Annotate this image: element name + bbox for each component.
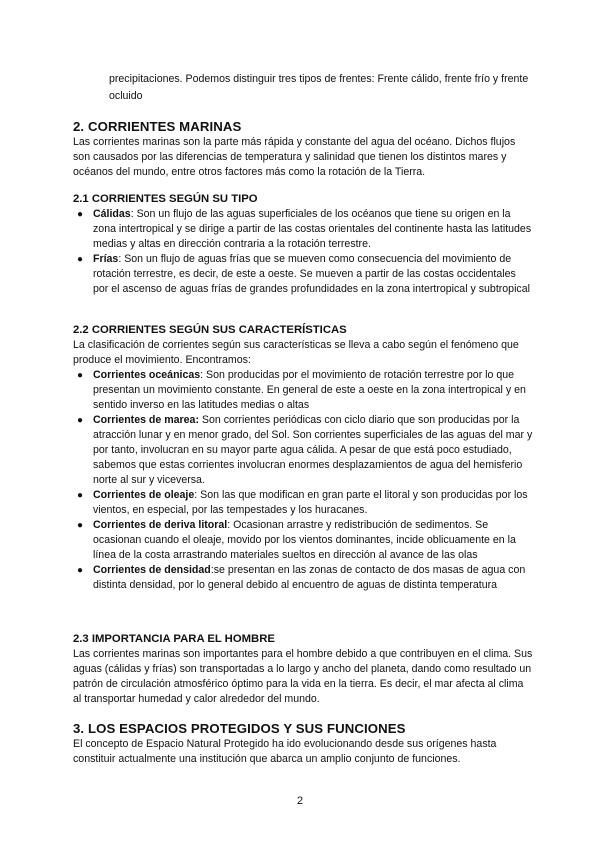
list-item-term: Cálidas — [93, 208, 131, 220]
subsection-2-3-heading: 2.3 IMPORTANCIA PARA EL HOMBRE — [73, 633, 275, 645]
subsection-2-1 — [73, 192, 533, 297]
list-item — [73, 518, 533, 563]
list-item-text: : Ocasionan arrastre y redistribución de sedimentos. Se ocasionan cuando el oleaje, movido por los vientos dominantes, incide oblicuamente en la línea de la costa arrastrando materiales sueltos en dirección al avance de las olas — [93, 519, 516, 561]
page-number: 2 — [296, 795, 304, 807]
bullet-icon: ● — [77, 490, 84, 501]
list-item-text: Son corrientes periódicas con ciclo diario que son producidas por la atracción lunar y en menor grado, del Sol. Son corrientes superficiales de las aguas del mar y por tanto, involucran en su mayor parte agua cálida. A pesar de que está poco estudiado, sabemos que estas corrientes involucran enormes desplazamientos de agua del hemisferio norte al sur y viceversa. — [93, 414, 533, 486]
list-item-term: Corrientes oceánicas — [93, 369, 201, 381]
list-item — [73, 252, 533, 297]
section-corrientes-marinas — [73, 118, 533, 180]
list-item-text: :se presentan en las zonas de contacto de dos masas de agua con distinta densidad, por lo general debido al encuentro de aguas de distinta temperatura — [93, 564, 526, 591]
list-item — [73, 413, 533, 488]
subsection-2-1-heading: 2.1 CORRIENTES SEGÚN SU TIPO — [73, 193, 258, 205]
list-item-term: Corrientes de oleaje — [93, 489, 195, 501]
list-item-term: Corrientes de densidad — [93, 564, 211, 576]
list-item-term: Corrientes de marea: — [93, 414, 199, 426]
section-3-heading: 3. LOS ESPACIOS PROTEGIDOS Y SUS FUNCIONES — [73, 721, 406, 736]
subsection-2-3-body: Las corrientes marinas son importantes para el hombre debido a que contribuyen en el clima. Sus aguas (cálidas y frías) son transportadas a lo largo y ancho del planeta, dando como resultado un patrón de circulación atmosférico óptimo para la vida en la tierra. Es decir, el mar afecta al clima al transportar humedad y calor alrededor del mundo. — [73, 648, 533, 705]
bullet-icon: ● — [77, 209, 84, 220]
list-item-text: : Son un flujo de aguas frías que se mueven como consecuencia del movimiento de rotación terrestre, es decir, de este a oeste. Se mueven a partir de las costas occidentales por el ascenso de aguas frías de grandes profundidades en la zona intertropical y subtropical — [93, 253, 530, 295]
section-2-heading: 2. CORRIENTES MARINAS — [73, 119, 242, 134]
list-item — [73, 368, 533, 413]
list-item — [73, 488, 533, 518]
section-2-body: Las corrientes marinas son la parte más rápida y constante del agua del océano. Dichos flujos son causados por las diferencias de temperatura y salinidad que tienen los distintos mares y océanos del mundo, entre otros factores más como la rotación de la Tierra. — [73, 136, 516, 178]
bullet-icon: ● — [77, 415, 84, 426]
caracteristicas-list — [73, 368, 533, 593]
section-3-body: El concepto de Espacio Natural Protegido ha ido evolucionando desde sus orígenes hasta constituir actualmente una institución que abarca un amplio conjunto de funciones. — [73, 738, 497, 765]
intro-continuation: precipitaciones. Podemos distinguir tres tipos de frentes: Frente cálido, frente frío y frente ocluido — [109, 73, 529, 102]
section-espacios-protegidos — [73, 720, 533, 767]
bullet-icon: ● — [77, 520, 84, 531]
bullet-icon: ● — [77, 254, 84, 265]
list-item-term: Frías — [93, 253, 119, 265]
subsection-2-2-intro: La clasificación de corrientes según sus características se lleva a cabo según el fenómeno que produce el movimiento. Encontramos: — [73, 339, 519, 366]
list-item-text: : Son las que modifican en gran parte el litoral y son producidas por los vientos, en especial, por las tempestades y los huracanes. — [93, 489, 528, 516]
list-item — [73, 563, 533, 593]
list-item-text: : Son un flujo de las aguas superficiales de los océanos que tiene su origen en la zona intertropical y se dirige a partir de las costas orientales del continente hasta las latitudes medias y altas en dirección contraria a la rotación terrestre. — [93, 208, 532, 250]
subsection-2-2-heading: 2.2 CORRIENTES SEGÚN SUS CARACTERÍSTICAS — [73, 324, 347, 336]
bullet-icon: ● — [77, 565, 84, 576]
subsection-2-3 — [73, 632, 533, 707]
list-item — [73, 207, 533, 252]
tipo-list — [73, 207, 533, 297]
subsection-2-2 — [73, 323, 533, 593]
list-item-text: : Son producidas por el movimiento de rotación terrestre por lo que presentan un movimiento constante. En general de este a oeste en la zona intertropical y en sentido inverso en las latitudes medias o altas — [93, 369, 526, 411]
list-item-term: Corrientes de deriva litoral — [93, 519, 228, 531]
bullet-icon: ● — [77, 370, 84, 381]
